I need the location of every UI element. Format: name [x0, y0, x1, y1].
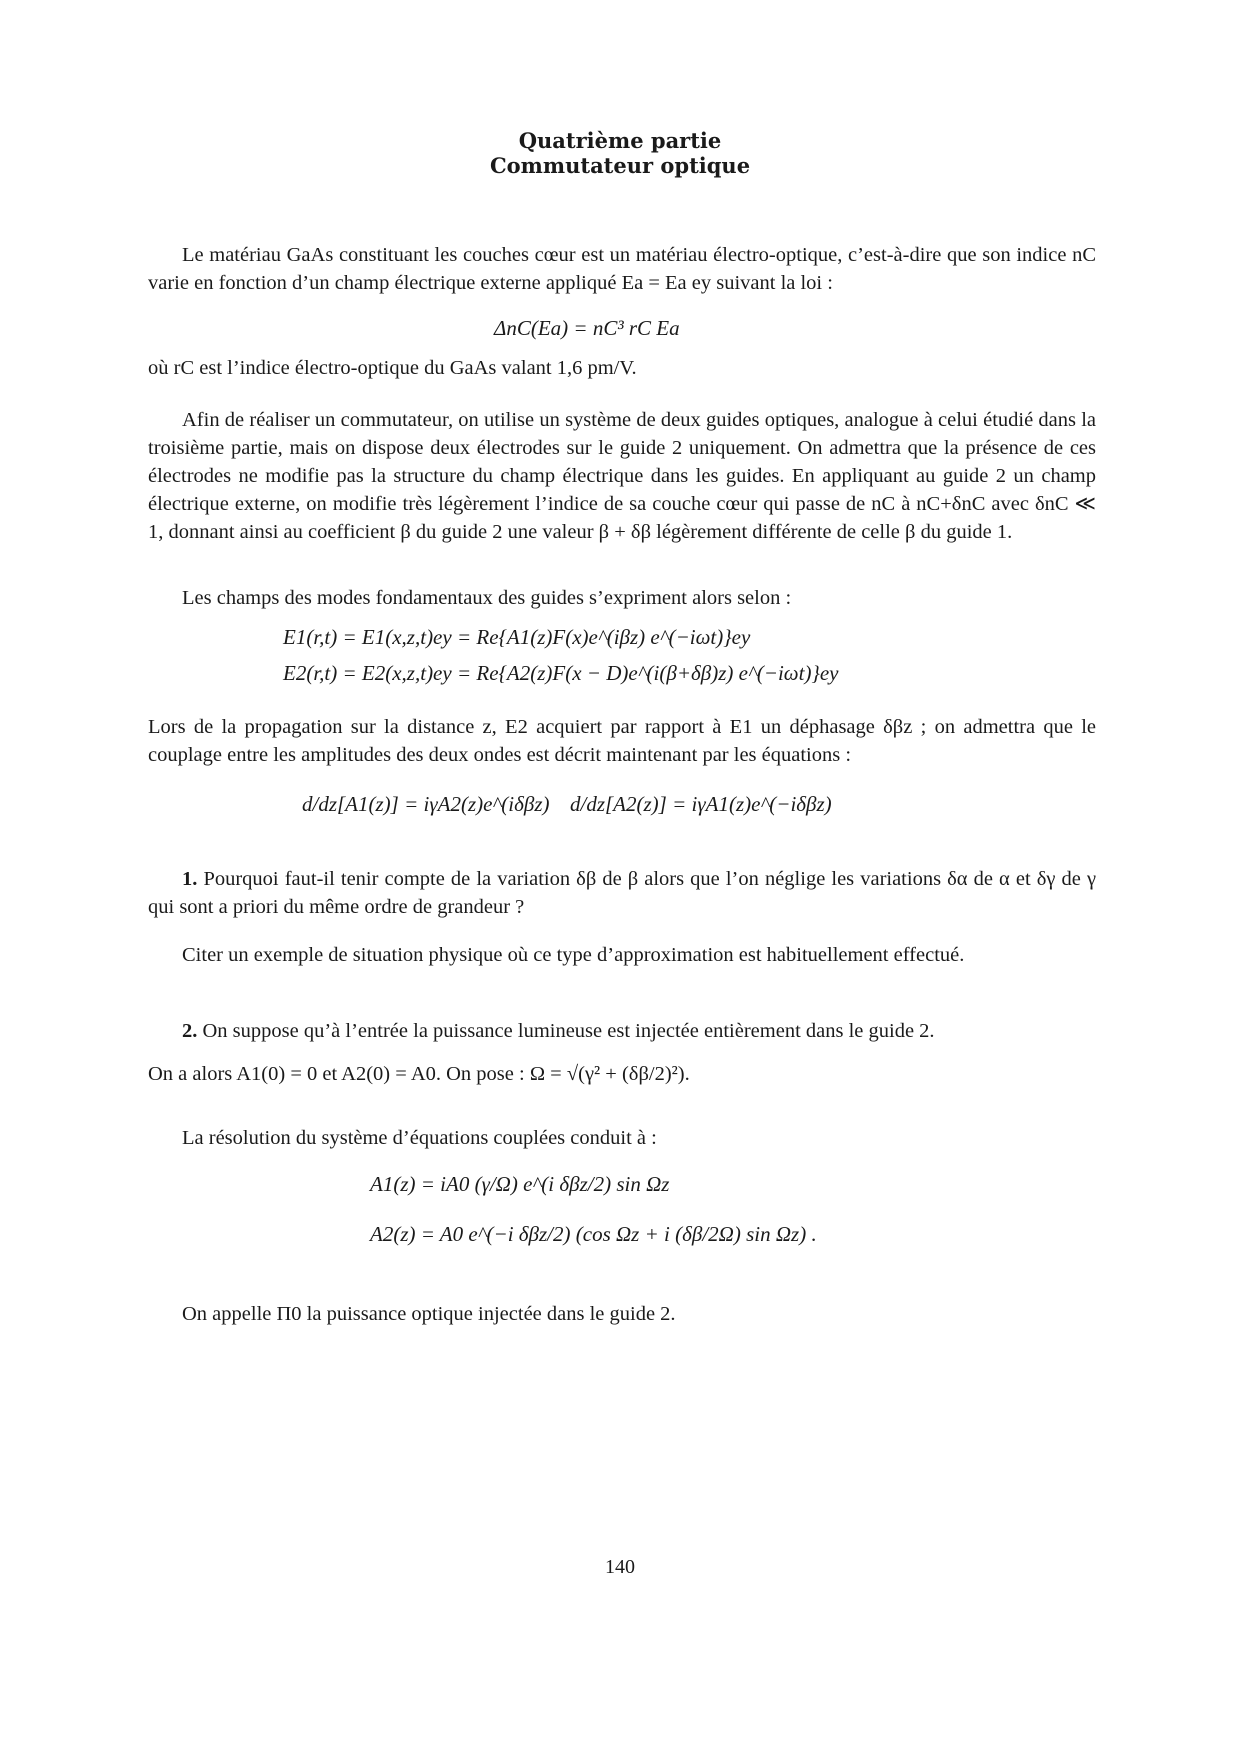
part-heading: Quatrième partie: [518, 128, 722, 153]
section-title: Commutateur optique: [489, 153, 751, 178]
question-1-number: 1.: [182, 868, 198, 890]
question-1-text: Pourquoi faut-il tenir compte de la variation δβ de β alors que l’on néglige les variations δα de α et δγ de γ qui sont a priori du même ordre de grandeur ?: [148, 868, 1096, 918]
question-1: [148, 865, 1096, 921]
resolution-intro: La résolution du système d’équations couplées conduit à :: [182, 1127, 657, 1149]
page-number: 140: [605, 1556, 635, 1578]
equation-e1: E1(r,t) = E1(x,z,t)ey = Re{A1(z)F(x)e^(iβz) e^(−iωt)}ey: [283, 625, 751, 649]
fields-intro: Les champs des modes fondamentaux des guides s’expriment alors selon :: [182, 587, 792, 609]
propagation-paragraph: Lors de la propagation sur la distance z, E2 acquiert par rapport à E1 un déphasage δβz ; on admettra que le couplage entre les amplitudes des deux ondes est décrit maintenant par les équations :: [148, 716, 1096, 766]
equation-e2: E2(r,t) = E2(x,z,t)ey = Re{A2(z)F(x − D)e^(i(β+δβ)z) e^(−iωt)}ey: [283, 661, 839, 685]
coupled-equation-2: d/dz[A2(z)] = iγA1(z)e^(−iδβz): [570, 792, 832, 816]
switch-description: Afin de réaliser un commutateur, on utilise un système de deux guides optiques, analogue à celui étudié dans la troisième partie, mais on dispose deux électrodes sur le guide 2 uniquement. On admettra que la présence de ces électrodes ne modifie pas la structure du champ électrique dans les guides. En appliquant au guide 2 un champ électrique externe, on modifie très légèrement l’indice de sa couche cœur qui passe de nC à nC+δnC avec δnC ≪ 1, donnant ainsi au coefficient β du guide 2 une valeur β + δβ légèrement différente de celle β du guide 1.: [148, 409, 1096, 543]
initial-conditions: On a alors A1(0) = 0 et A2(0) = A0. On pose : Ω = √(γ² + (δβ/2)²).: [148, 1063, 690, 1085]
question-2-text: On suppose qu’à l’entrée la puissance lumineuse est injectée entièrement dans le guide 2.: [202, 1020, 935, 1042]
equation-delta-nc: ΔnC(Ea) = nC³ rC Ea: [494, 316, 680, 340]
solution-a1: A1(z) = iA0 (γ/Ω) e^(i δβz/2) sin Ωz: [370, 1172, 670, 1196]
power-definition: On appelle Π0 la puissance optique injectée dans le guide 2.: [182, 1303, 676, 1325]
question-2: [148, 1017, 1096, 1045]
question-2-number: 2.: [182, 1020, 198, 1042]
rc-definition: où rC est l’indice électro-optique du GaAs valant 1,6 pm/V.: [148, 357, 637, 379]
intro-paragraph: Le matériau GaAs constituant les couches cœur est un matériau électro-optique, c’est-à-dire que son indice nC varie en fonction d’un champ électrique externe appliqué Ea = Ea ey suivant la loi :: [148, 244, 1096, 294]
coupled-equation-1: d/dz[A1(z)] = iγA2(z)e^(iδβz): [302, 792, 550, 816]
example-request: Citer un exemple de situation physique où ce type d’approximation est habituellement effectué.: [182, 944, 965, 966]
solution-a2: A2(z) = A0 e^(−i δβz/2) (cos Ωz + i (δβ/2Ω) sin Ωz) .: [370, 1222, 817, 1246]
